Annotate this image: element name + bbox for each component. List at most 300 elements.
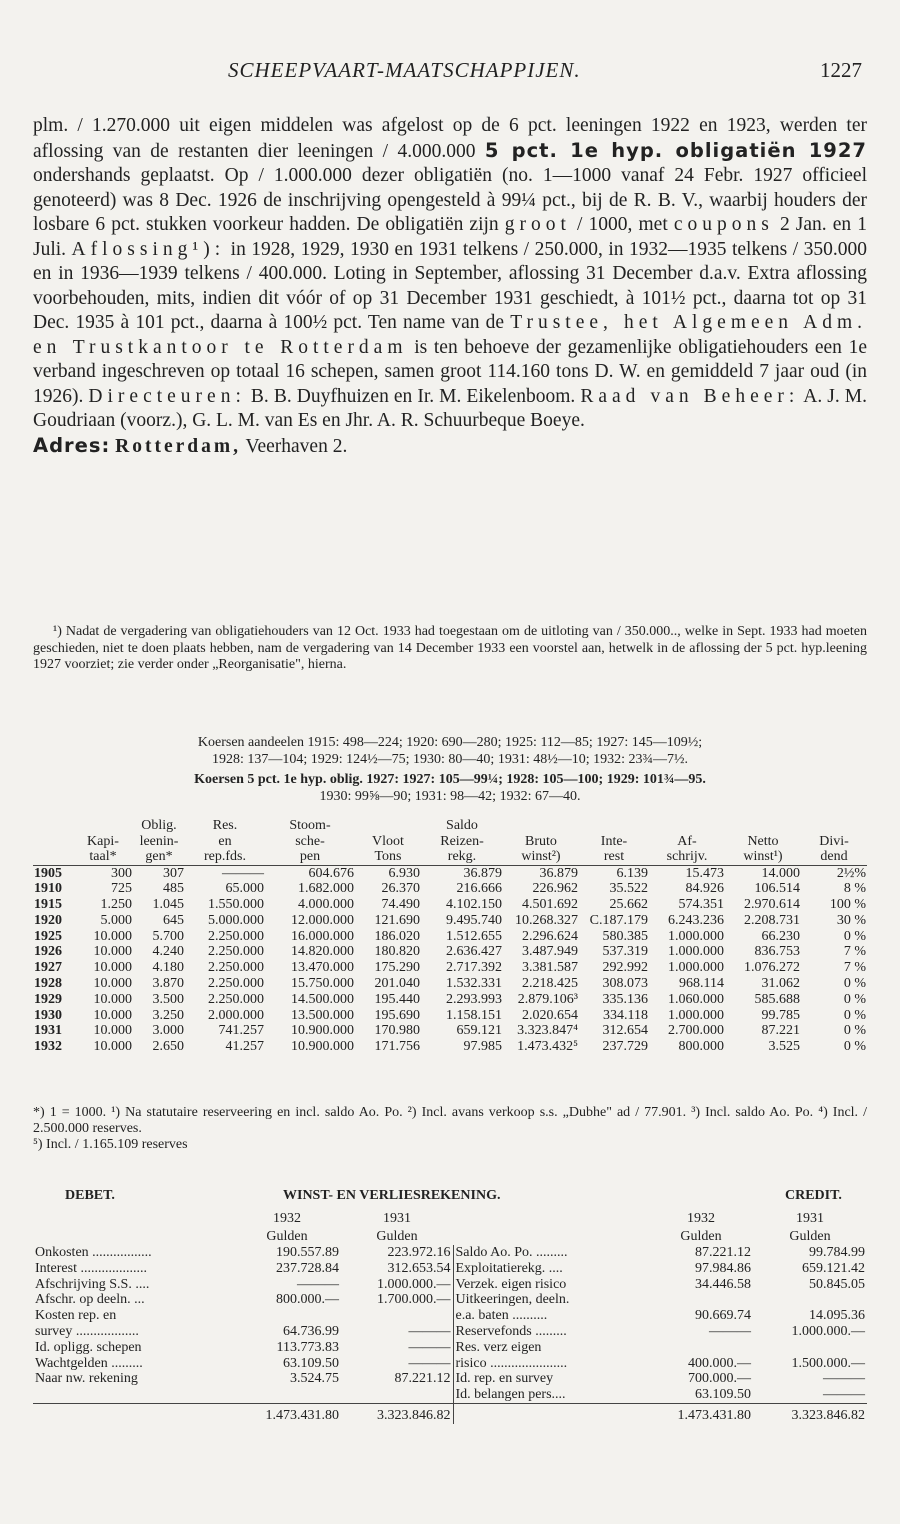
totals-row [33,1403,867,1423]
table-cell: 0 % [843,991,866,1007]
account-amount: 87.221.12 [341,1371,453,1387]
account-label: Saldo Ao. Po. ......... [455,1245,568,1260]
table-cell: 725 [111,881,132,897]
table-cell: 36.879 [463,865,502,881]
account-amount: 34.446.58 [695,1276,751,1292]
table-cell: 171.756 [374,1039,420,1055]
account-row [33,1261,867,1277]
table-cell: 968.114 [679,976,724,992]
account-amount [649,1340,753,1356]
account-amount: 1.000.000.— [341,1277,453,1293]
spaced-term: groot [504,214,571,235]
table-row [33,944,867,960]
account-label: Id. rep. en survey [455,1371,554,1387]
table-cell: 836.753 [754,944,800,960]
address-label: Adres: [33,433,111,457]
statistics-table [33,818,867,1055]
text-run: plm. / 1.270.000 uit eigen middelen was afgelost op de 6 pct. leeningen 1922 en 1923, werden ter aflossing van de restanten dier leeningen / 4.000.000 [33,115,867,162]
year-header: 1932 [273,1211,301,1226]
table-cell: 12.000.000 [291,912,354,928]
table-cell: 30 % [836,912,866,928]
spaced-term: Aflossing¹): [71,238,226,260]
account-amount: 223.972.16 [341,1245,453,1261]
table-cell: 14.500.000 [291,991,354,1007]
account-row [33,1277,867,1293]
account-label: e.a. baten .......... [455,1308,548,1324]
table-cell: 25.662 [609,897,648,913]
account-label: Exploitatierekg. .... [455,1260,563,1276]
address-street: Veerhaven 2. [241,435,348,457]
text-run: A. J. M. Goudriaan (voorz.), G. L. M. van Es en Jhr. A. R. Schuurbeque Boeye. [33,385,867,431]
table-cell: 15.750.000 [291,976,354,992]
table-cell: 1.550.000 [208,897,264,913]
column-header [33,849,73,865]
spaced-term: coupons [673,214,774,235]
table-cell: 585.688 [754,991,800,1007]
table-cell: 10.000 [93,991,132,1007]
account-amount [341,1308,453,1324]
table-cell: 100 % [829,897,866,913]
table-cell: 2.218.425 [522,976,578,992]
table-cell: 1.682.000 [298,881,354,897]
column-header [579,818,649,834]
table-cell: 292.992 [602,960,648,976]
account-label: Onkosten ................. [35,1245,152,1260]
stats-header-row [33,834,867,850]
table-cell: 74.490 [381,897,420,913]
table-cell: 195.440 [374,991,420,1007]
address-city: Rotterdam, [115,435,242,457]
running-title: SCHEEPVAART-MAATSCHAPPIJEN. [228,58,581,82]
total-cell: 1.473.431.80 [233,1403,341,1423]
column-header [33,818,73,834]
table-cell: 13.470.000 [291,960,354,976]
column-header: schrijv. [649,849,725,865]
table-cell: 10.000 [93,960,132,976]
column-header: Netto [747,833,779,849]
account-label: Wachtgelden ......... [35,1355,143,1371]
table-cell: 15.473 [685,865,724,881]
account-amount: 800.000.— [276,1292,339,1308]
table-cell: 1.512.655 [446,928,502,944]
account-amount: ——— [341,1340,453,1356]
total-cell: 3.323.846.82 [753,1403,867,1423]
table-cell: 2.700.000 [668,1023,724,1039]
account-amount: 87.221.12 [695,1245,751,1260]
bond-quotes-line: 1930: 99⅝—90; 1931: 98—42; 1932: 67—40. [319,789,581,804]
account-amount: 700.000.— [688,1371,751,1387]
total-cell: 1.473.431.80 [649,1403,753,1423]
account-row [33,1356,867,1372]
column-header: Reizen- [440,833,484,849]
table-row [33,976,867,992]
table-cell: 537.319 [602,944,648,960]
table-cell: 4.240 [152,944,184,960]
account-amount: 99.784.99 [809,1245,865,1260]
column-header [801,818,867,834]
blank-cell [33,1228,233,1246]
account-label: risico ...................... [455,1355,568,1371]
table-cell: 6.243.236 [668,912,724,928]
column-header: Kapi- [87,833,119,849]
text-run: ondershands geplaatst. Op / 1.000.000 dezer obligatiën (no. 1—1000 vanaf 24 Febr. 1927 officieel genoteerd) was 8 Dec. 1926 de inschrijving opengesteld à 99¼ pct., bij de R. B. V., waarbij houders der losbare 6 pct. stukken voorkeur hadden. De obligatiën zijn [33,165,867,235]
table-cell: 2.250.000 [208,960,264,976]
unit-header: Gulden [376,1228,418,1244]
page-number: 1227 [820,58,862,82]
blank-cell [453,1403,649,1423]
table-cell: 312.654 [602,1023,648,1039]
table-cell: 2.717.392 [446,960,502,976]
column-header: rest [579,849,649,865]
profit-loss-account [33,1188,867,1424]
table-cell: 237.729 [602,1039,648,1055]
table-row [33,1039,867,1055]
column-header: taal* [73,849,133,865]
table-note: ⁵) Incl. / 1.165.109 reserves [33,1137,188,1152]
column-header: Res. [212,818,238,833]
column-header [73,818,133,834]
table-cell: 334.118 [603,1007,648,1023]
table-cell: 3.000 [152,1023,184,1039]
table-cell: 2.250.000 [208,991,264,1007]
table-cell: 645 [163,912,184,928]
table-cell: 3.323.847⁴ [517,1023,578,1039]
table-cell: 5.000 [100,912,132,928]
table-cell: 10.900.000 [291,1039,354,1055]
column-header: en [218,833,232,849]
text-run: / 1000, met [570,214,674,235]
table-cell: 13.500.000 [291,1007,354,1023]
table-cell: 26.370 [381,881,420,897]
table-cell: 99.785 [761,1007,800,1023]
table-cell: 35.522 [609,881,648,897]
table-cell: 10.000 [93,976,132,992]
column-header: Divi- [819,833,849,849]
table-cell: 31.062 [761,976,800,992]
account-amount [753,1340,867,1356]
table-cell: 14.000 [761,865,800,881]
table-cell: 1.000.000 [668,1007,724,1023]
table-row [33,881,867,897]
year-header: 1932 [687,1211,715,1226]
year-cell: 1910 [34,881,62,897]
table-cell: 3.500 [152,991,184,1007]
table-cell: 2.000.000 [208,1007,264,1023]
table-row [33,929,867,945]
blank-cell [453,1228,649,1246]
table-cell: 4.501.692 [522,897,578,913]
account-amount: 113.773.83 [276,1339,339,1355]
text-run: is ten behoeve der gezamenlijke obligatiehouders een 1e verband ingeschreven op totaal 16 schepen, samen groot 114.160 tons D. W. en gemiddeld 7 jaar oud (in 1926). [33,336,867,407]
table-cell: 3.870 [152,976,184,992]
table-cell: 201.040 [374,976,420,992]
account-amount: 90.669.74 [695,1308,751,1324]
account-title: WINST- EN VERLIESREKENING. [283,1188,501,1203]
table-cell: 9.495.740 [446,912,502,928]
table-cell: 0 % [843,1039,866,1055]
table-cell: 2.970.614 [744,897,800,913]
account-label: Afschrijving S.S. .... [35,1276,150,1292]
text-run: B. B. Duyfhuizen en Ir. M. Eikelenboom. [245,385,581,407]
table-cell: 0 % [843,928,866,944]
year-cell: 1930 [34,1007,62,1023]
blank-cell [33,1403,233,1423]
table-cell: 175.290 [374,960,420,976]
text-run: in 1928, 1929, 1930 en 1931 telkens / 250.000, in 1932—1935 telkens / 350.000 en in 1936—1939 telkens / 400.000. Loting in September, aflossing 31 December d.a.v. Extra aflossing voorbehouden, mits, indien dit vóór of op 31 December 1931 geschiedt, à 101½ pct., daarna tot op 31 Dec. 1935 à 101 pct., daarna à 100½ pct. Ten name van de [33,238,867,333]
footnote [33,624,867,674]
table-cell: 1.532.331 [446,976,502,992]
account-amount: 1.500.000.— [791,1355,865,1371]
table-row [33,1023,867,1039]
table-cell: 2.208.731 [744,912,800,928]
spaced-term: Directeuren: [88,385,246,407]
table-row [33,897,867,913]
table-cell: 3.487.949 [522,944,578,960]
credit-heading: CREDIT. [785,1188,842,1203]
account-amount: ——— [823,1387,865,1403]
account-amount: 63.109.50 [283,1355,339,1371]
table-row [33,1008,867,1024]
bond-quotes-line: Koersen 5 pct. 1e hyp. oblig. 1927: 1927: 105—99¼; 1928: 105—100; 1929: 101¾—95. [194,772,706,787]
account-amount: 312.653.54 [341,1261,453,1277]
spaced-term: Raad van Beheer: [580,385,800,407]
table-cell: 2½% [836,865,866,881]
price-quotes [33,734,867,805]
column-header: pen [265,849,355,865]
account-label [33,1387,233,1403]
column-header: Oblig. [141,818,177,833]
table-cell: 2.636.427 [446,944,502,960]
account-amount [233,1387,341,1403]
table-cell: 0 % [843,1023,866,1039]
account-amount: 400.000.— [688,1355,751,1371]
table-cell: 1.000.000 [668,944,724,960]
total-cell: 3.323.846.82 [341,1403,453,1423]
unit-header: Gulden [789,1228,831,1244]
table-cell: 6.139 [616,865,648,881]
table-cell: 0 % [843,976,866,992]
table-cell: 4.180 [152,960,184,976]
table-cell: 10.000 [93,928,132,944]
column-header [503,818,579,834]
account-label: Interest ................... [35,1260,147,1276]
table-cell: 1.060.000 [668,991,724,1007]
year-cell: 1915 [34,897,62,913]
table-cell: 14.820.000 [291,944,354,960]
spaced-term: Trustee, het Algemeen Adm. en Trustkantoor te Rotterdam [33,312,867,358]
table-cell: 308.073 [602,976,648,992]
column-header: winst¹) [725,849,801,865]
table-cell: 2.293.993 [446,991,502,1007]
table-cell: 4.000.000 [298,897,354,913]
text-run: 2 Jan. en 1 Juli. [33,214,867,260]
account-row [33,1245,867,1261]
year-cell: 1931 [34,1023,62,1039]
table-cell: 2.020.654 [522,1007,578,1023]
table-note: *) 1 = 1000. ¹) Na statutaire reserveering en incl. saldo Ao. Po. ²) Incl. avans verkoop s.s. „Dubhe" ad / 77.901. ³) Incl. saldo Ao. Po. ⁴) Incl. / 2.500.000 reserves. [33,1105,867,1136]
table-cell: 1.473.432⁵ [517,1039,578,1055]
account-label: Res. verz eigen [455,1339,542,1355]
account-amount [649,1292,753,1308]
year-cell: 1926 [34,944,62,960]
share-quotes-line: Koersen aandeelen 1915: 498—224; 1920: 690—280; 1925: 112—85; 1927: 145—109½; [197,735,703,750]
table-cell: 574.351 [678,897,724,913]
table-cell: 180.820 [374,944,420,960]
table-cell: 0 % [843,1007,866,1023]
table-cell: 580.385 [602,928,648,944]
account-amount: ——— [823,1371,865,1387]
table-cell: 6.930 [388,865,420,881]
table-cell: 2.650 [152,1039,184,1055]
column-header: Bruto [525,833,557,849]
table-cell: 335.136 [602,991,648,1007]
table-cell: 10.000 [93,1039,132,1055]
table-cell: 186.020 [374,928,420,944]
year-cell: 1928 [34,976,62,992]
table-cell: 121.690 [374,912,420,928]
account-amount [341,1387,453,1403]
table-cell: 226.962 [532,881,578,897]
table-cell: 1.076.272 [744,960,800,976]
company-description [33,114,867,459]
table-cell: 307 [163,865,184,881]
year-cell: 1925 [34,928,62,944]
account-amount: 50.845.05 [809,1276,865,1292]
table-cell: 2.879.106³ [517,991,578,1007]
table-cell: 1.158.151 [446,1007,502,1023]
account-amount: 1.000.000.— [791,1323,865,1339]
table-cell: 87.221 [761,1023,800,1039]
table-cell: 10.000 [93,944,132,960]
table-row [33,913,867,929]
account-row [33,1292,867,1308]
description-paragraph [33,114,867,434]
blank-cell [453,1210,649,1228]
account-amount: 3.524.75 [290,1371,339,1387]
account-headings [33,1188,867,1210]
table-cell: 41.257 [225,1039,264,1055]
account-amount: ——— [341,1324,453,1340]
account-amount: 63.109.50 [695,1387,751,1403]
column-header: Saldo [446,818,478,833]
table-cell: 485 [163,881,184,897]
table-row [33,865,867,881]
table-cell: 170.980 [374,1023,420,1039]
bond-issue-heading: 5 pct. 1e hyp. obligatiën 1927 [484,138,867,162]
account-amount [233,1308,341,1324]
table-cell: 1.000.000 [668,960,724,976]
table-cell: 36.879 [539,865,578,881]
account-amount: 1.700.000.— [341,1292,453,1308]
table-cell: 65.000 [225,881,264,897]
share-quotes-line: 1928: 137—104; 1929: 124½—75; 1930: 80—40; 1931: 48½—10; 1932: 23¾—7½. [211,752,688,767]
table-cell: 3.381.587 [522,960,578,976]
year-cell: 1932 [34,1039,62,1055]
column-header [355,818,421,834]
account-label: Uitkeeringen, deeln. [455,1292,570,1308]
unit-header: Gulden [680,1228,722,1244]
table-cell: 2.250.000 [208,944,264,960]
account-amount: 659.121.42 [802,1260,865,1276]
year-cell: 1927 [34,960,62,976]
account-amount [753,1292,867,1308]
table-cell: ——— [222,865,264,881]
account-label: Reservefonds ......... [455,1323,567,1339]
column-header: dend [801,849,867,865]
table-notes [33,1105,867,1153]
column-header: gen* [133,849,185,865]
column-header: rekg. [421,849,503,865]
table-cell: 604.676 [308,865,354,881]
table-cell: 3.525 [768,1039,800,1055]
column-header: Stoom- [289,818,331,833]
account-row [33,1387,867,1403]
account-row [33,1308,867,1324]
account-amount: ——— [341,1356,453,1372]
column-header [649,818,725,834]
account-row [33,1324,867,1340]
table-cell: 195.690 [374,1007,420,1023]
table-cell: 2.250.000 [208,928,264,944]
account-label: Id. opligg. schepen [35,1339,142,1355]
table-cell: 10.268.327 [515,912,578,928]
debit-heading: DEBET. [65,1188,115,1203]
account-label: Afschr. op deeln. ... [35,1292,145,1308]
column-header: leenin- [139,833,179,849]
column-header [33,834,73,850]
table-cell: 2.250.000 [208,976,264,992]
account-label: Verzek. eigen risico [455,1276,567,1292]
footnote-text: ¹) Nadat de vergadering van obligatiehouders van 12 Oct. 1933 had toegestaan om de uitloting van / 350.000.., welke in Sept. 1933 had moeten geschieden, niet te doen plaats hebben, nam de vergadering van 14 December 1933 een voorstel aan, hetwelk in de aflossing der 5 pct. hyp.leening 1927 voorziet; zie verder onder „Reorganisatie", hierna. [33,624,867,672]
table-cell: 216.666 [456,881,502,897]
stats-header-row [33,818,867,834]
table-cell: 7 % [843,944,866,960]
account-amount: ——— [297,1276,339,1292]
table-cell: C.187.179 [589,912,648,928]
account-amount: 237.728.84 [276,1260,339,1276]
blank-cell [33,1210,233,1228]
table-cell: 659.121 [456,1023,502,1039]
column-header: Tons [355,849,421,865]
table-cell: 106.514 [754,881,800,897]
table-row [33,960,867,976]
year-header: 1931 [796,1211,824,1226]
address-line [33,434,867,460]
account-amount: 64.736.99 [283,1323,339,1339]
column-header: rep.fds. [185,849,265,865]
unit-header: Gulden [266,1228,308,1244]
table-cell: 300 [111,865,132,881]
account-grid [33,1210,867,1424]
account-label: Id. belangen pers.... [455,1387,566,1403]
table-cell: 84.926 [685,881,724,897]
column-header: sche- [295,833,325,849]
account-amount: 190.557.89 [276,1245,339,1260]
table-cell: 8 % [843,881,866,897]
running-header [0,58,900,88]
table-cell: 1.000.000 [668,928,724,944]
account-amount: 97.984.86 [695,1260,751,1276]
column-header: Af- [677,833,697,849]
table-cell: 16.000.000 [291,928,354,944]
table-cell: 7 % [843,960,866,976]
account-label: Naar nw. rekening [35,1371,138,1387]
account-label: survey .................. [35,1323,139,1339]
table-cell: 97.985 [463,1039,502,1055]
table-cell: 800.000 [678,1039,724,1055]
table-cell: 1.045 [152,897,184,913]
year-header: 1931 [383,1211,411,1226]
